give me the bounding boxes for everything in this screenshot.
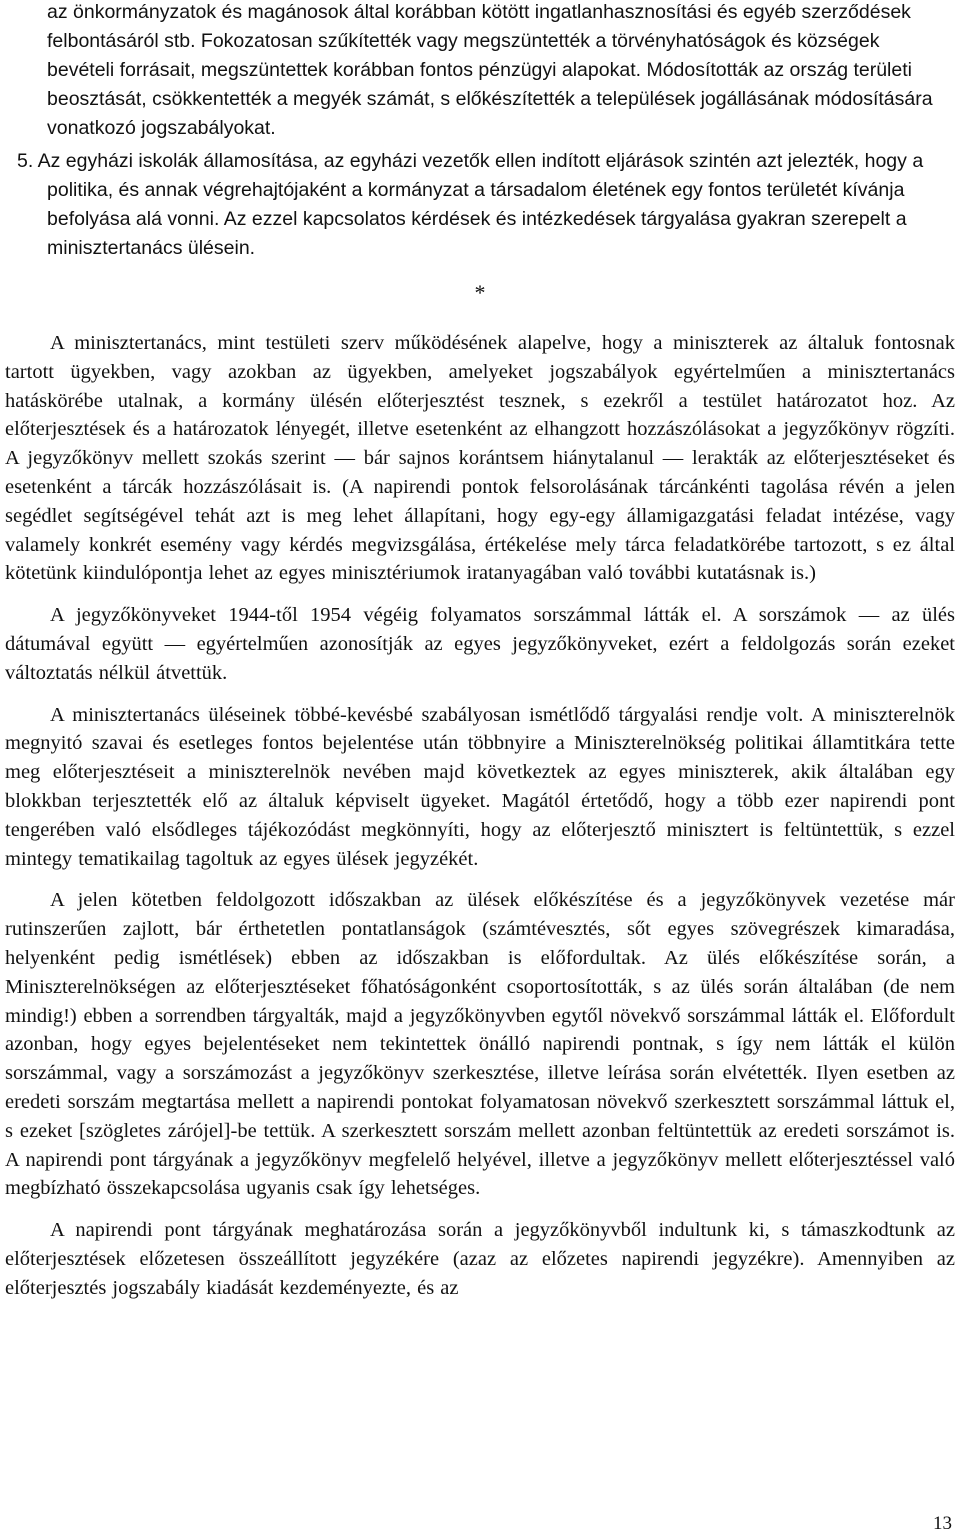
paragraph-targyalasi-rend: A minisztertanács üléseinek többé-kevésbé szabályosan ismétlődő tárgyalási rendje volt. A miniszterelnök megnyitó szavai és esetleges fontos bejelentése után többnyire a Miniszterelnökség politikai államtitkára tette meg előterjesztéseit a miniszterelnök nevében majd következtek az egyes miniszterek, akik általában egy blokkban terjesztették elő az általuk képviselt ügyeket. Magától értetődő, hogy a több ezer napirendi pont tengerében való elsődleges tájékozódást megkönnyíti, hogy az előterjesztő minisztert is feltüntettük, s ezzel mintegy tematikailag tagoltuk az egyes ülések jegyzékét. — [5, 703, 955, 870]
paragraph-napirendi-pont-targya: A napirendi pont tárgyának meghatározása során a jegyzőkönyvből indultunk ki, s támaszkodtunk az előterjesztések előzetesen összeállított jegyzékére (azaz az előzetes napirendi jegyzékre). Amennyiben az előterjesztés jogszabály kiadását kezdeményezte, és az — [5, 1219, 955, 1299]
section-separator: * — [474, 280, 486, 305]
list-item-5: 5. Az egyházi iskolák államosítása, az egyházi vezetők ellen indított eljárások szintén azt jelezték, hogy a politika, és annak végrehajtójaként a kormányzat a társadalom életének egy fontos területét kívánja befolyása alá vonni. Az ezzel kapcsolatos kérdések és intézkedések tárgyalása gyakran szerepelt a minisztertanács ülésein. — [17, 150, 924, 259]
list-section — [0, 0, 945, 263]
body-text — [5, 329, 955, 1316]
list-continuation-paragraph: az önkormányzatok és magánosok által korábban kötött ingatlanhasznosítási és egyéb szerződések felbontásáról stb. Fokozatosan szűkítették vagy megszüntették a törvényhatóságok és községek bevételi forrásait, megszüntettek korábban fontos pénzügyi alapokat. Módosították az ország területi beosztását, csökkentették a megyék számát, s előkészítették a települések jogállásának módosítására vonatkozó jogszabályokat. — [47, 1, 933, 139]
page-number: 13 — [933, 1513, 952, 1534]
paragraph-minisztertanacs: A minisztertanács, mint testületi szerv működésének alapelve, hogy a miniszterek az általuk fontosnak tartott ügyekben, vagy azokban az ügyekben, amelyeket jogszabályok egyértelműen a minisztertanács hatáskörébe utalnak, a kormány ülésén előterjesztést tesznek, s ezekről a testület határozatot hoz. Az előterjesztések és a határozatok lényegét, illetve esetenként az elhangzott hozzászólásokat a jegyzőkönyv rögzíti. A jegyzőkönyv mellett szokás szerint — bár sajnos korántsem hiánytalanul — lerakták az előterjesztéseket és esetenként a tárcák hozzászólásait is. (A napirendi pontok felsorolásának tárcánkénti tagolása révén a jelen segédlet segítségével tehát azt is meg lehet állapítani, hogy egy-egy államigazgatási feladat intézése, vagy valamely konkrét esemény vagy kérdés megvizsgálása, értékelése mely tárca feladatkörébe tartozott, s ez által kötetünk kiindulópontja lehet az egyes minisztériumok iratanyagában való további kutatásnak is.) — [5, 332, 955, 585]
paragraph-ulesek-elokeszitese: A jelen kötetben feldolgozott időszakban az ülések előkészítése és a jegyzőkönyvek vezetése már rutinszerűen zajlott, bár érthetetlen pontatlanságok (számtévesztés, sőt egyes szövegrészek kimaradása, helyenként pedig ismétlések) ebben az időszakban is előfordultak. Az ülés előkészítése során, a Miniszterelnökségen az előterjesztéseket főhatóságonként csoportosították, s az ülés során általában (de nem mindig!) ebben a sorrendben tárgyalták, majd a jegyzőkönyvben egytől növekvő sorszámmal látták el. Előfordult azonban, hogy egyes bejelentéseket nem tekintettek önálló napirendi pontnak, s így nem látták el külön sorszámmal, vagy a sorszámozást a jegyzőkönyv szerkesztése, illetve leírása során elvétették. Ilyen esetben az eredeti sorszám megtartása mellett a napirendi pontokat folyamatosan növekvő szerkesztett sorszámmal láttuk el, s ezeket [szögletes zárójel]-be tettük. A szerkesztett sorszám mellett azonban feltüntettük az eredeti sorszámot is. A napirendi pont tárgyának a jegyzőkönyv megfelelő helyével, illetve a jegyzőkönyv mellett előterjesztéssel való megbízható összekapcsolása ugyanis csak így lehetséges. — [5, 889, 955, 1200]
paragraph-jegyzokonyvek-sorszam: A jegyzőkönyveket 1944-től 1954 végéig folyamatos sorszámmal látták el. A sorszámok — az ülés dátumával együtt — egyértelműen azonosítják az egyes jegyzőkönyveket, ezért a feldolgozás során ezeket változtatás nélkül átvettük. — [5, 604, 955, 684]
